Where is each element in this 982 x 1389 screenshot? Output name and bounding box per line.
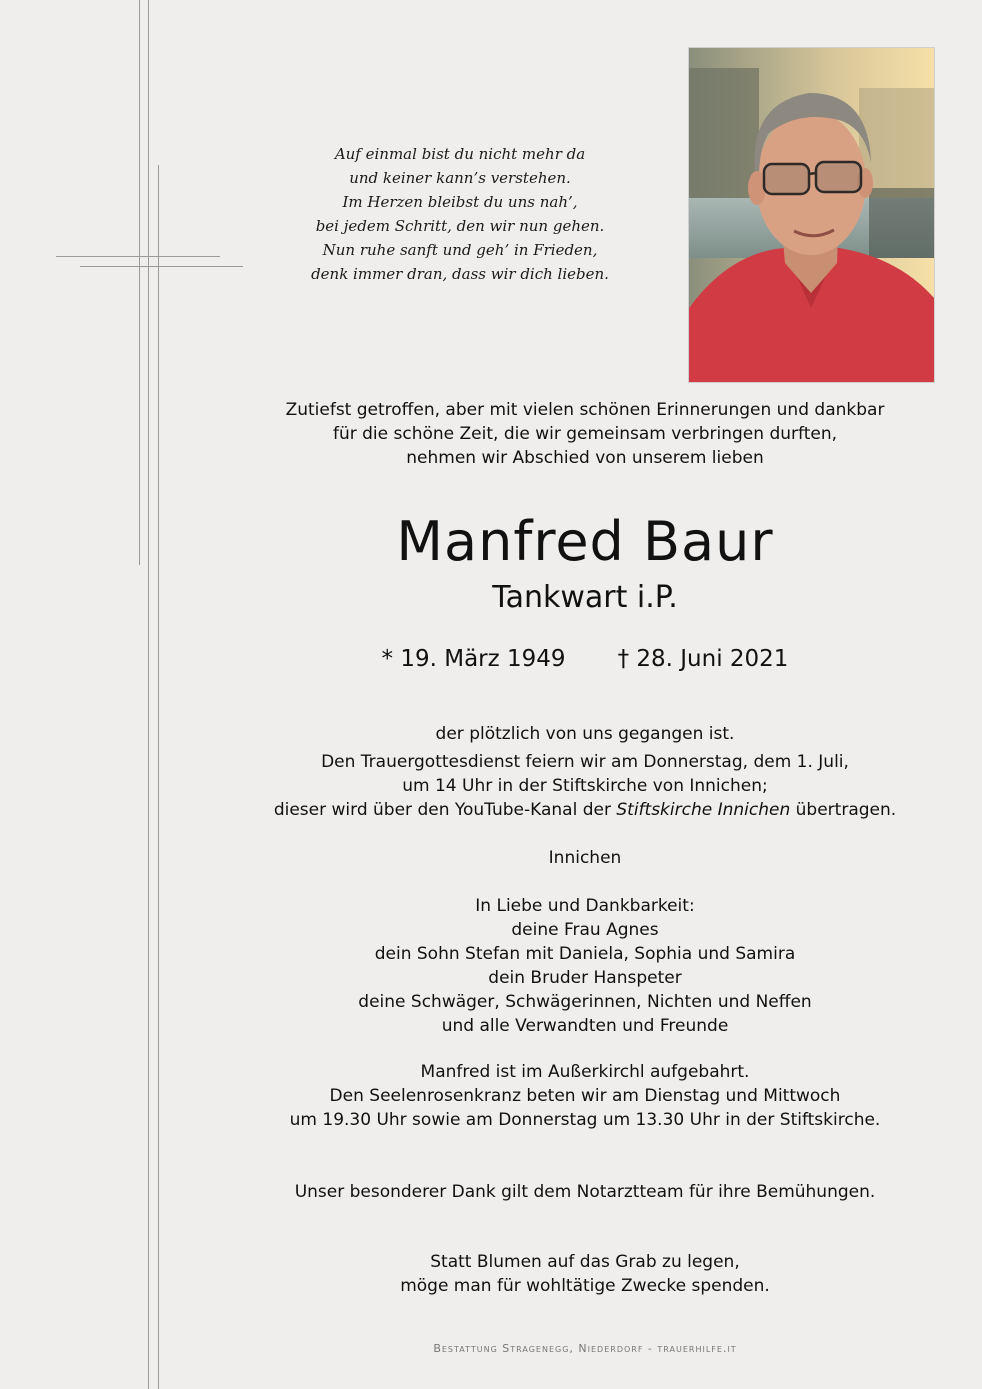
viewing-line: Den Seelenrosenkranz beten wir am Dienstag und Mittwoch [329,1086,841,1106]
poem-line: Nun ruhe sanft und geh’ in Frieden, [322,241,598,259]
life-dates [250,643,920,675]
portrait-illustration [689,48,934,382]
service-info [250,750,920,822]
cross-bar-lower [80,266,243,267]
poem-line: denk immer dran, dass wir dich lieben. [311,265,609,283]
funeral-home-footer: Bestattung Stragenegg, Niederdorf - trauerhilfe.it [433,1342,737,1355]
intro-line: nehmen wir Abschied von unserem lieben [406,448,764,468]
cross-long-vertical-left [139,0,140,565]
poem-line: bei jedem Schritt, den wir nun gehen. [315,217,605,235]
thanks-text: Unser besonderer Dank gilt dem Notarztteam für ihre Bemühungen. [294,1182,876,1202]
place-name: Innichen [548,848,622,868]
mourners-line: dein Bruder Hanspeter [488,968,682,988]
poem-line: Im Herzen bleibst du uns nah’, [342,193,578,211]
service-line: Den Trauergottesdienst feiern wir am Donnerstag, dem 1. Juli, [321,752,849,772]
service-line3-post: übertragen. [790,800,897,820]
mourners-list [250,894,920,1038]
passed-text: der plötzlich von uns gegangen ist. [435,724,735,744]
deceased-occupation: Tankwart i.P. [492,580,678,615]
cross-long-vertical-right [148,0,149,1389]
service-line: um 14 Uhr in der Stiftskirche von Innichen; [402,776,768,796]
flowers-note [250,1250,920,1298]
mourners-line: deine Schwäger, Schwägerinnen, Nichten und Neffen [358,992,812,1012]
church-name: Stiftskirche Innichen [616,800,791,820]
mourners-line: In Liebe und Dankbarkeit: [475,896,695,916]
cross-short-vertical [158,165,159,1389]
cross-bar-upper [56,256,220,257]
intro-line: Zutiefst getroffen, aber mit vielen schönen Erinnerungen und dankbar [285,400,885,420]
poem [290,142,630,286]
viewing-line: um 19.30 Uhr sowie am Donnerstag um 13.30 Uhr in der Stiftskirche. [289,1110,881,1130]
deceased-name: Manfred Baur [396,510,774,573]
birth-date: * 19. März 1949 [381,646,566,672]
flowers-line: Statt Blumen auf das Grab zu legen, [430,1252,740,1272]
service-line [250,798,920,822]
poem-line: Auf einmal bist du nicht mehr da [334,145,586,163]
death-date: † 28. Juni 2021 [617,646,789,672]
flowers-line: möge man für wohltätige Zwecke spenden. [400,1276,770,1296]
intro-text [250,398,920,470]
mourners-line: und alle Verwandten und Freunde [441,1016,729,1036]
mourners-line: deine Frau Agnes [511,920,659,940]
viewing-line: Manfred ist im Außerkirchl aufgebahrt. [420,1062,750,1082]
viewing-info [250,1060,920,1132]
portrait-photo [688,47,935,383]
mourners-line: dein Sohn Stefan mit Daniela, Sophia und Samira [374,944,796,964]
poem-line: und keiner kann’s verstehen. [349,169,571,187]
service-line3-pre: dieser wird über den YouTube-Kanal der [273,800,617,820]
intro-line: für die schöne Zeit, die wir gemeinsam verbringen durften, [332,424,837,444]
